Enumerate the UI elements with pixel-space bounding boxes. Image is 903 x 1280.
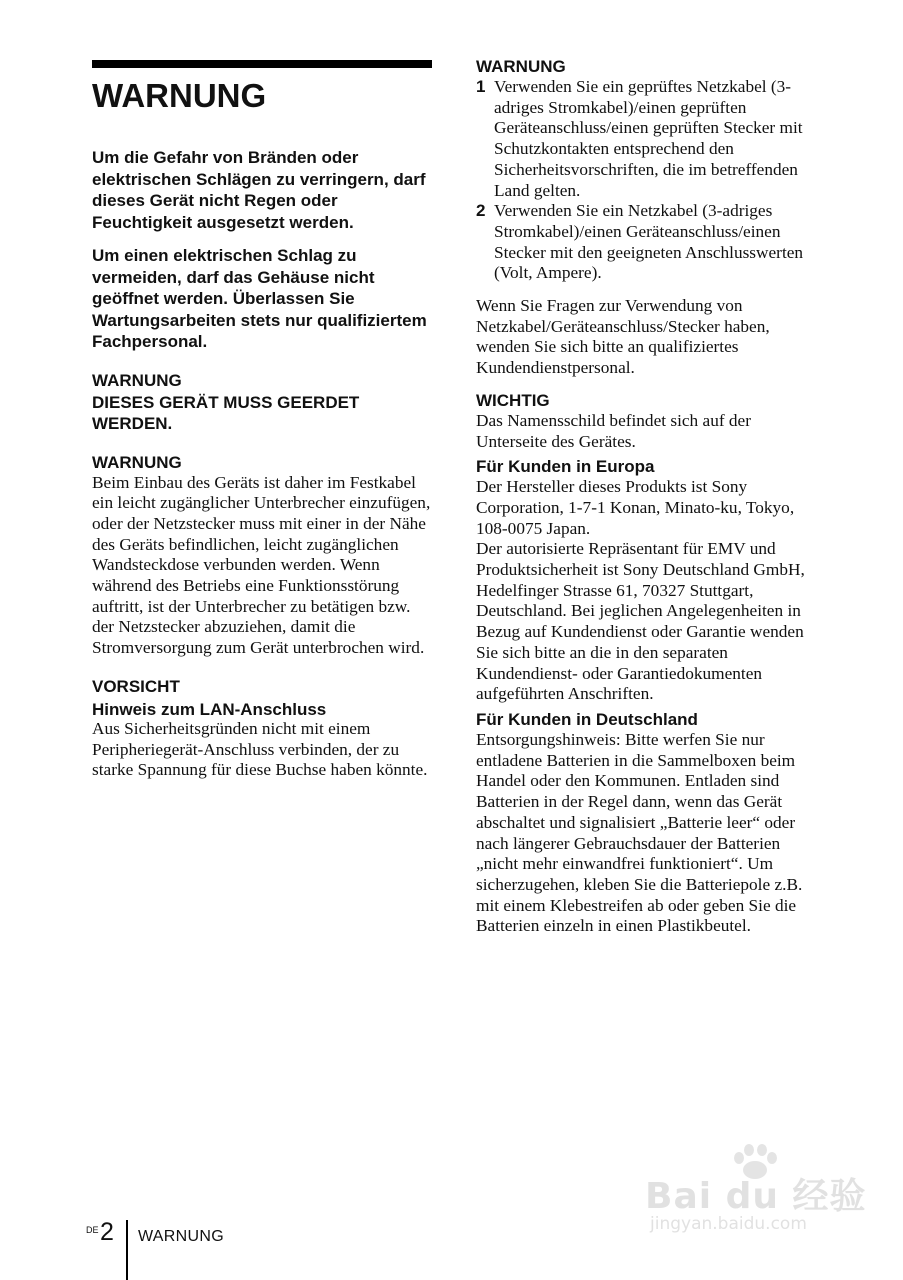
section-heading-warnung-1: WARNUNG: [92, 370, 182, 390]
footer-language-code: DE: [86, 1225, 99, 1235]
baidu-watermark: [630, 1140, 867, 1245]
germany-heading: Für Kunden in Deutschland: [476, 709, 698, 729]
watermark-site: jingyan.baidu.com: [650, 1214, 807, 1234]
page-title: WARNUNG: [92, 77, 267, 114]
watermark-brand: Bai du 经验: [645, 1176, 867, 1217]
nameplate-note: Das Namensschild befindet sich auf der Unterseite des Gerätes.: [476, 410, 751, 451]
intro-warning-2: Um einen elektrischen Schlag zu vermeiden, darf das Gehäuse nicht geöffnet werden. Überlassen Sie Wartungsarbeiten stets nur qualifiziertem Fachpersonal.: [92, 246, 427, 351]
right-column: [476, 56, 821, 937]
footer-page-number: 2: [100, 1218, 114, 1246]
section-heading-wichtig: WICHTIG: [476, 390, 550, 410]
section-heading-vorsicht: VORSICHT: [92, 676, 180, 696]
list-item-text: Verwenden Sie ein Netzkabel (3-adriges Stromkabel)/einen Geräteanschluss/einen Stecker mit den geeigneten Anschlusswerten (Volt, Ampere).: [494, 201, 804, 283]
lan-warning-text: Aus Sicherheitsgründen nicht mit einem Peripheriegerät-Anschluss verbinden, der zu starke Spannung für diese Buchse haben könnte.: [92, 718, 428, 780]
lan-subheading: Hinweis zum LAN-Anschluss: [92, 699, 327, 719]
europe-manufacturer-text: Der Hersteller dieses Produkts ist Sony Corporation, 1-7-1 Konan, Minato-ku, Tokyo, 108-0075 Japan.: [476, 477, 795, 538]
footer-divider: [126, 1220, 128, 1280]
grounding-warning: DIESES GERÄT MUSS GEERDET WERDEN.: [92, 392, 360, 433]
power-cord-note: Wenn Sie Fragen zur Verwendung von Netzkabel/Geräteanschluss/Stecker haben, wenden Sie sich bitte an qualifiziertes Kundendienstpersonal.: [476, 296, 770, 378]
section-heading-warnung-2: WARNUNG: [92, 452, 182, 472]
title-rule: [92, 60, 432, 68]
footer-section-label: WARNUNG: [138, 1228, 224, 1245]
list-item: [476, 77, 821, 201]
intro-warning-1: Um die Gefahr von Bränden oder elektrischen Schlägen zu verringern, darf dieses Gerät nicht Regen oder Feuchtigkeit ausgesetzt werden.: [92, 148, 426, 232]
europe-representative-text: Der autorisierte Repräsentant für EMV und Produktsicherheit ist Sony Deutschland GmbH, Hedelfinger Strasse 61, 70327 Stuttgart, Deutschland. Bei jeglichen Angelegenheiten in Bezug auf Kundendienst oder Garantie wenden Sie sich bitte an die in den separaten Kundendienst- oder Garantiedokumenten aufgeführten Anschriften.: [476, 539, 805, 704]
list-item-number: 1: [476, 77, 486, 96]
installation-warning-text: Beim Einbau des Geräts ist daher im Festkabel ein leicht zugänglicher Unterbrecher einzufügen, oder der Netzstecker muss mit einer in der Nähe des Geräts befindlichen, leicht zugänglichen Wandsteckdose verbunden werden. Wenn während des Betriebs eine Funktionsstörung auftritt, ist der Unterbrecher zu betätigen bzw. der Netzstecker abzuziehen, damit die Stromversorgung zum Gerät unterbrochen wird.: [92, 472, 431, 658]
power-cord-list: [476, 77, 821, 284]
left-column: [92, 60, 432, 781]
section-heading-warnung-3: WARNUNG: [476, 57, 566, 76]
germany-disposal-text: Entsorgungshinweis: Bitte werfen Sie nur entladene Batterien in die Sammelboxen beim Handel oder den Kommunen. Entladen sind Batterien in der Regel dann, wenn das Gerät abschaltet und signalisiert „Batterie leer“ oder nach längerer Gebrauchsdauer der Batterien „nicht mehr einwandfrei funktioniert“. Um sicherzugehen, kleben Sie die Batteriepole z.B. mit einem Klebestreifen ab oder geben Sie die Batterien einzeln in einen Plastikbeutel.: [476, 729, 803, 936]
list-item-number: 2: [476, 201, 486, 221]
europe-heading: Für Kunden in Europa: [476, 457, 655, 477]
list-item-text: Verwenden Sie ein geprüftes Netzkabel (3-adriges Stromkabel)/einen geprüften Geräteanschluss/einen geprüften Stecker mit Schutzkontakten entsprechend den Sicherheitsvorschriften, die im betreffenden Land gelten.: [494, 77, 803, 200]
list-item: [476, 201, 821, 284]
